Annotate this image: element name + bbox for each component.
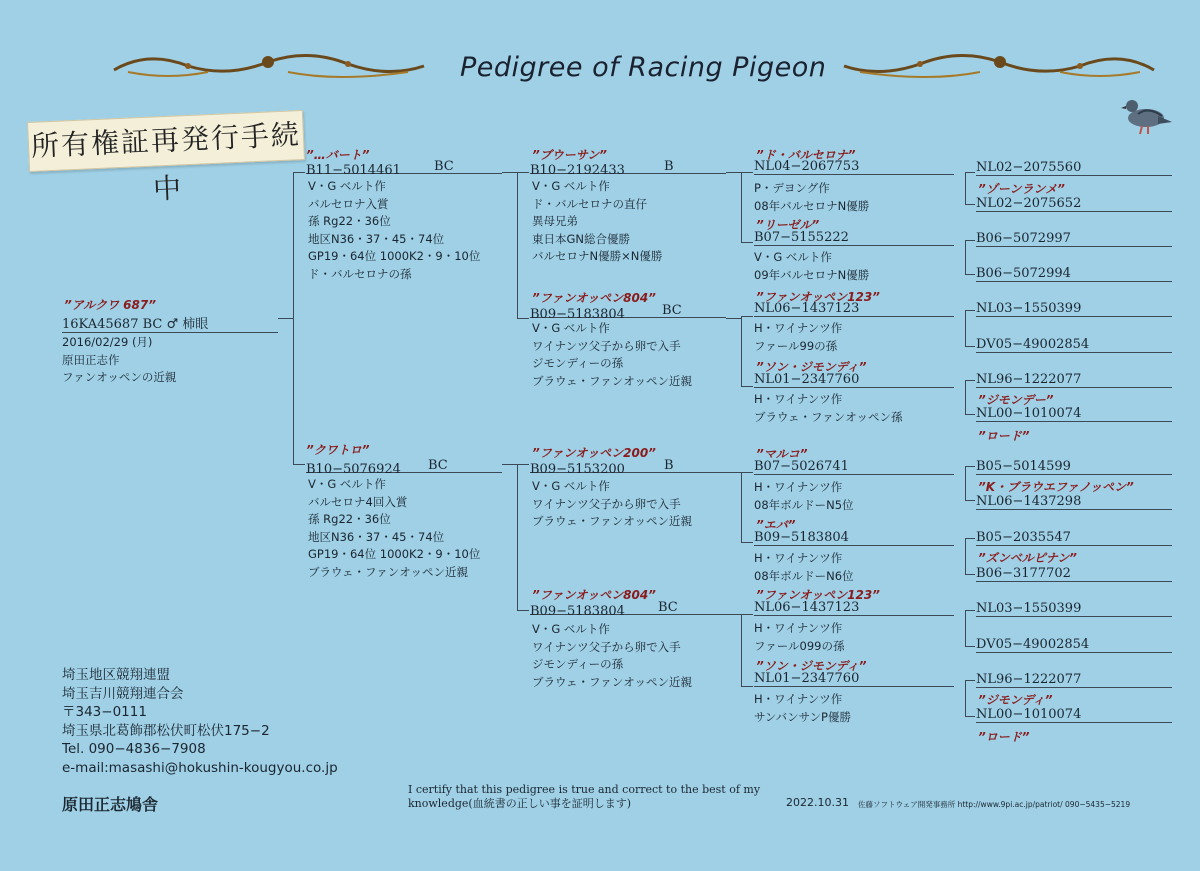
- bracket-line: [965, 240, 966, 274]
- bracket-line: [726, 172, 742, 173]
- gen4-reg: B07−5026741: [754, 459, 954, 475]
- dam-color: BC: [428, 458, 448, 473]
- bracket-line: [965, 240, 975, 241]
- gen4-notes: P・デヨング作 08年バルセロナN優勝: [754, 181, 870, 213]
- right-ornament: [840, 44, 1160, 84]
- loft-name: 原田正志鳩舎: [62, 795, 159, 814]
- issue-date: 2022.10.31: [786, 796, 849, 809]
- bracket-line: [502, 464, 518, 465]
- bracket-line: [293, 172, 305, 173]
- gen4-name: ”ソン・ジモンディ”: [756, 360, 867, 374]
- gen4-reg: NL04−2067753: [754, 159, 954, 175]
- bracket-line: [741, 386, 753, 387]
- gen5-top-reg: B05−2035547: [976, 530, 1172, 546]
- gen5-extra-name: ”ロード”: [978, 730, 1030, 744]
- bracket-line: [741, 472, 753, 473]
- bracket-line: [741, 542, 753, 543]
- bracket-line: [965, 538, 975, 539]
- gen4-name: ”リーゼル”: [756, 218, 820, 232]
- bracket-line: [965, 610, 966, 646]
- gen3-reg: B09−5183804: [530, 604, 625, 619]
- bracket-line: [965, 310, 975, 311]
- gen3-reg-line: [530, 458, 726, 477]
- gen3-color: BC: [658, 600, 678, 615]
- bracket-line: [965, 380, 966, 414]
- bracket-line: [965, 414, 975, 415]
- bracket-line: [517, 172, 529, 173]
- gen5-top-reg: NL03−1550399: [976, 601, 1172, 617]
- bracket-line: [741, 686, 753, 687]
- gen4-notes: H・ワイナンツ作 ファール099の孫: [754, 621, 845, 653]
- bracket-line: [965, 380, 975, 381]
- gen3-reg: B10−2192433: [530, 163, 625, 178]
- gen4-reg: NL06−1437123: [754, 600, 954, 616]
- gen5-bottom-reg: NL02−2075652: [976, 196, 1172, 212]
- gen3-name: ”ブウーサン”: [532, 148, 607, 162]
- gen5-bottom-reg: B06−5072994: [976, 266, 1172, 282]
- bracket-line: [965, 346, 975, 347]
- organization-info: [62, 666, 338, 777]
- bracket-line: [293, 172, 294, 464]
- gen3-notes: V・G ベルト作 ワイナンツ父子から卵で入手 ジモンディーの孫 ブラウェ・ファンオッペン近親: [532, 622, 692, 689]
- gen5-top-reg: NL96−1222077: [976, 672, 1172, 688]
- bracket-line: [502, 172, 518, 173]
- bracket-line: [517, 318, 529, 319]
- dam-reg-line: [306, 458, 502, 477]
- bracket-line: [741, 172, 753, 173]
- sire-notes: V・G ベルト作 バルセロナ入賞 孫 Rg22・36位 地区N36・37・45・74位 GP19・64位 1000K2・9・10位 ド・バルセロナの孫: [308, 179, 481, 281]
- gen3-color: B: [664, 458, 674, 473]
- bracket-line: [965, 610, 975, 611]
- bracket-line: [965, 310, 966, 346]
- bracket-line: [965, 680, 966, 716]
- gen4-notes: V・G ベルト作 09年バルセロナN優勝: [754, 250, 870, 282]
- gen4-notes: H・ワイナンツ作 ファール99の孫: [754, 321, 843, 353]
- bracket-line: [741, 242, 753, 243]
- sire-reg: B11−5014461: [306, 163, 401, 178]
- gen5-middle-name: ”ゾーンランメ”: [978, 182, 1065, 196]
- gen4-notes: H・ワイナンツ作 08年ボルドーN6位: [754, 551, 854, 583]
- bracket-line: [726, 614, 742, 615]
- bracket-line: [278, 318, 294, 319]
- page-title: Pedigree of Racing Pigeon: [460, 52, 827, 83]
- bracket-line: [741, 316, 753, 317]
- gen5-extra-name: ”ロード”: [978, 429, 1030, 443]
- bracket-line: [965, 646, 975, 647]
- gen4-reg: B09−5183804: [754, 530, 954, 546]
- bracket-line: [965, 500, 975, 501]
- gen3-name: ”ファンオッペン804”: [532, 588, 656, 602]
- subject-reg: 16KA45687 BC ♂ 柿眼: [62, 313, 278, 333]
- bracket-line: [965, 574, 975, 575]
- bracket-line: [726, 318, 742, 319]
- gen3-reg-line: [530, 303, 726, 322]
- bracket-line: [965, 172, 975, 173]
- gen3-reg-line: [530, 159, 726, 178]
- reissue-stamp: 所有権証再発行手続中: [27, 110, 305, 172]
- gen4-name: ”ソン・ジモンディ”: [756, 659, 867, 673]
- gen3-color: B: [664, 159, 674, 174]
- org-line: 埼玉地区競翔連盟: [62, 667, 170, 683]
- gen3-name: ”ファンオッペン804”: [532, 291, 656, 305]
- gen3-notes: V・G ベルト作 ド・バルセロナの直仔 異母兄弟 東日本GN総合優勝 バルセロナN優勝×N優勝: [532, 179, 663, 264]
- org-line: 〒343−0111: [62, 704, 147, 720]
- gen4-notes: H・ワイナンツ作 サンバンサンP優勝: [754, 692, 851, 724]
- dam-reg: B10−5076924: [306, 462, 401, 477]
- gen4-name: ”ド・バルセロナ”: [756, 148, 856, 162]
- bracket-line: [965, 466, 975, 467]
- org-line: 埼玉県北葛飾郡松伏町松伏175−2: [62, 722, 270, 739]
- gen4-notes: H・ワイナンツ作 08年ボルドーN5位: [754, 480, 854, 512]
- gen5-bottom-reg: DV05−49002854: [976, 637, 1172, 653]
- gen5-middle-name: ”ジモンディ”: [978, 693, 1053, 707]
- dam-name: ”クワトロ”: [306, 443, 370, 457]
- bracket-line: [293, 464, 305, 465]
- gen5-top-reg: NL03−1550399: [976, 301, 1172, 317]
- gen3-reg: B09−5153200: [530, 462, 625, 477]
- gen5-top-reg: B06−5072997: [976, 231, 1172, 247]
- bracket-line: [741, 316, 742, 386]
- gen5-middle-name: ”ズンベルピナン”: [978, 551, 1077, 565]
- gen4-name: ”ファンオッペン123”: [756, 588, 880, 602]
- gen4-name: ”マルコ”: [756, 447, 808, 461]
- bracket-line: [965, 680, 975, 681]
- bracket-line: [517, 464, 518, 610]
- certification: I certify that this pedigree is true and correct to the best of my knowledge(血統書の正しい事を証明します): [408, 783, 761, 810]
- left-ornament: [108, 44, 430, 84]
- bracket-line: [965, 172, 966, 204]
- gen3-color: BC: [662, 303, 682, 318]
- gen3-name: ”ファンオッペン200”: [532, 446, 656, 460]
- sire-reg-line: [306, 159, 502, 178]
- gen4-notes: H・ワイナンツ作 ブラウェ・ファンオッペン孫: [754, 392, 903, 424]
- bracket-line: [741, 614, 753, 615]
- gen4-reg: NL01−2347760: [754, 671, 954, 687]
- gen3-reg-line: [530, 600, 726, 619]
- bracket-line: [741, 472, 742, 542]
- gen5-bottom-reg: DV05−49002854: [976, 337, 1172, 353]
- gen4-reg: B07−5155222: [754, 230, 954, 246]
- sire-color: BC: [434, 159, 454, 174]
- pigeon-icon: [1118, 92, 1174, 138]
- gen4-name: ”ファンオッペン123”: [756, 290, 880, 304]
- org-line: Tel. 090−4836−7908: [62, 741, 206, 757]
- bracket-line: [517, 172, 518, 318]
- org-line: e-mail:masashi@hokushin-kougyou.co.jp: [62, 759, 338, 776]
- gen5-bottom-reg: NL00−1010074: [976, 707, 1172, 723]
- gen4-reg: NL06−1437123: [754, 301, 954, 317]
- gen5-top-reg: NL96−1222077: [976, 372, 1172, 388]
- org-line: 埼玉吉川競翔連合会: [62, 685, 184, 702]
- gen5-middle-name: ”ジモンデー”: [978, 393, 1054, 407]
- gen3-notes: V・G ベルト作 ワイナンツ父子から卵で入手 ブラウェ・ファンオッペン近親: [532, 479, 692, 529]
- bracket-line: [965, 716, 975, 717]
- bracket-line: [965, 466, 966, 500]
- gen3-reg: B09−5183804: [530, 307, 625, 322]
- subject-notes: 2016/02/29 (月) 原田正志作 ファンオッペンの近親: [62, 335, 177, 385]
- bracket-line: [741, 172, 742, 242]
- gen5-middle-name: ”K・ブラウエファノッペン”: [978, 480, 1134, 494]
- gen5-top-reg: NL02−2075560: [976, 160, 1172, 176]
- software-credit: 佐藤ソフトウェア開発事務所 http://www.9pi.ac.jp/patriot/ 090−5435−5219: [858, 800, 1131, 809]
- bracket-line: [726, 472, 742, 473]
- bracket-line: [965, 538, 966, 574]
- bracket-line: [517, 610, 529, 611]
- gen4-name: ”エバ”: [756, 518, 796, 532]
- bracket-line: [965, 274, 975, 275]
- gen5-bottom-reg: NL00−1010074: [976, 406, 1172, 422]
- bracket-line: [741, 614, 742, 686]
- gen4-reg: NL01−2347760: [754, 372, 954, 388]
- bracket-line: [517, 464, 529, 465]
- gen5-bottom-reg: B06−3177702: [976, 566, 1172, 582]
- bracket-line: [965, 204, 975, 205]
- gen5-top-reg: B05−5014599: [976, 459, 1172, 475]
- subject-name: ”アルクワ 687”: [64, 298, 156, 312]
- dam-notes: V・G ベルト作 バルセロナ4回入賞 孫 Rg22・36位 地区N36・37・45・74位 GP19・64位 1000K2・9・10位 ブラウェ・ファンオッペン近親: [308, 477, 481, 579]
- gen5-bottom-reg: NL06−1437298: [976, 494, 1172, 510]
- sire-name: ”…バート”: [306, 148, 370, 162]
- gen3-notes: V・G ベルト作 ワイナンツ父子から卵で入手 ジモンディーの孫 ブラウェ・ファンオッペン近親: [532, 321, 692, 388]
